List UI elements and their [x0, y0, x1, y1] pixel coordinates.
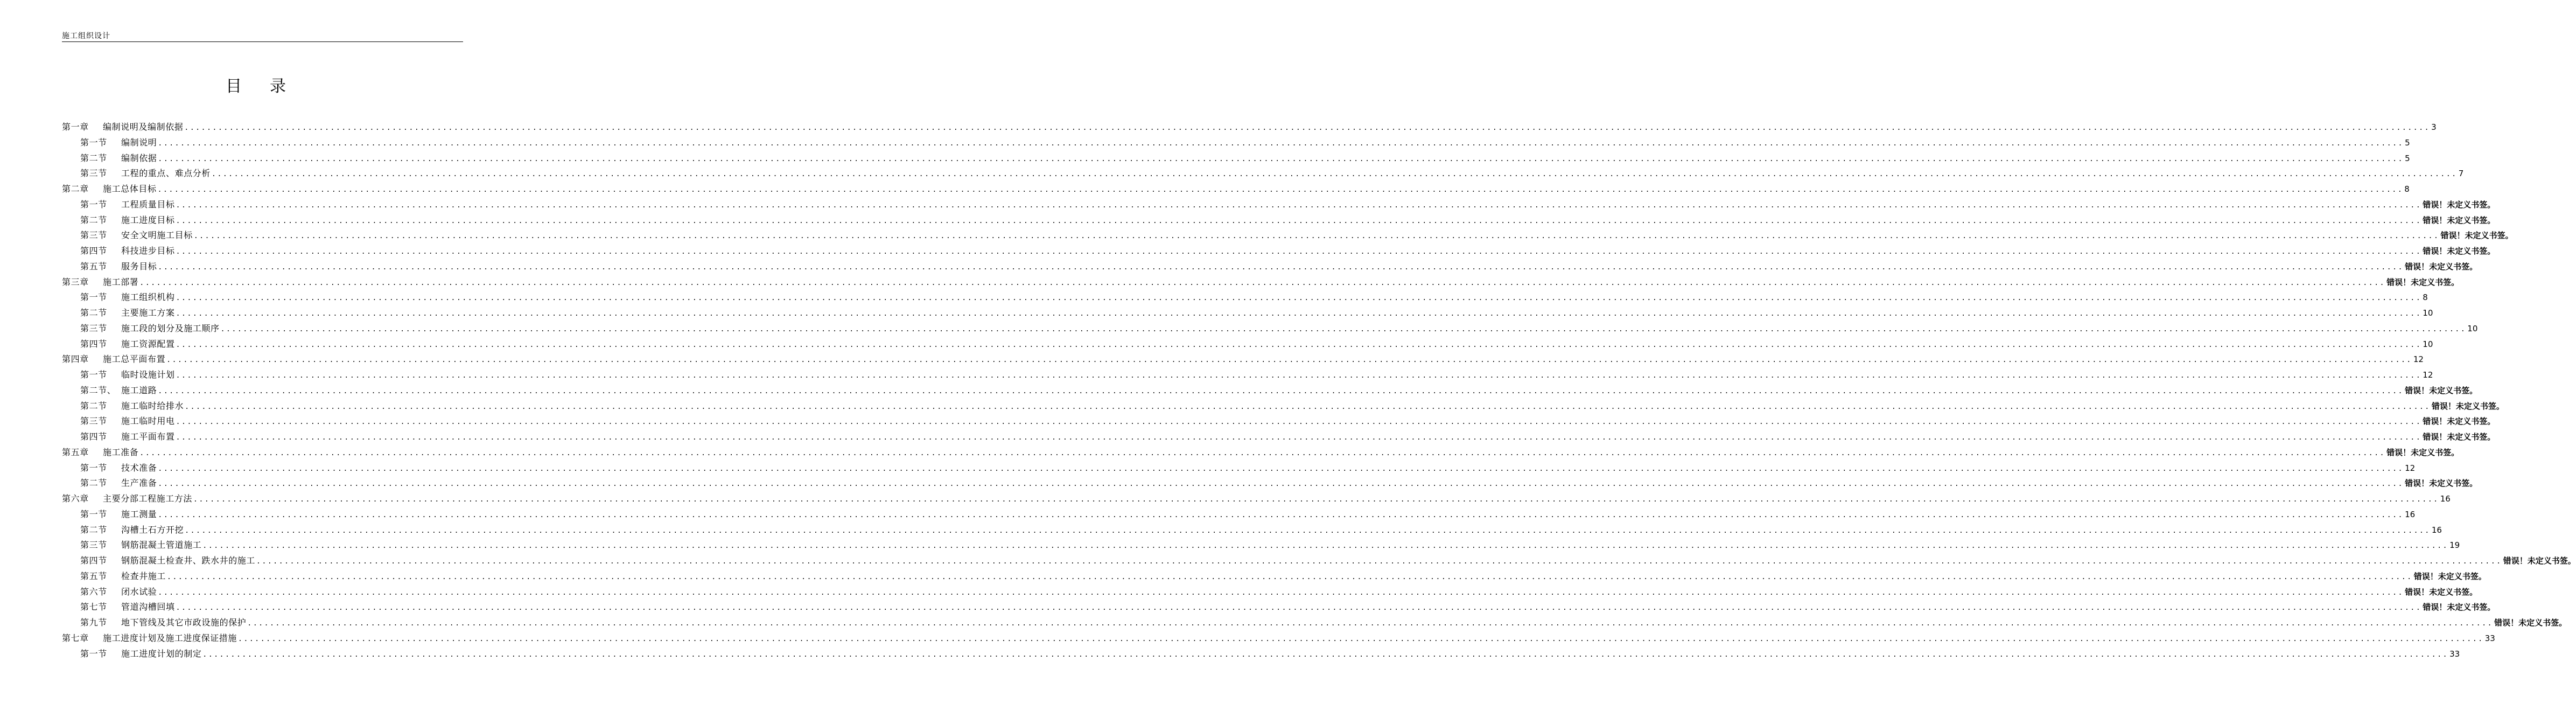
toc-dot-leader: ................................................................................................................................................................................................................................................................................................................................................................................................................	[176, 434, 2422, 442]
toc-page-number: 错误！未定义书签。	[2386, 447, 2460, 457]
toc-entry-number: 第一节	[80, 199, 107, 210]
toc-dot-leader: ................................................................................................................................................................................................................................................................................................................................................................................................................	[185, 526, 2431, 535]
toc-entry-text: 施工资源配置	[121, 338, 175, 349]
toc-entry-text: 编制说明及编制依据	[103, 122, 184, 132]
toc-page-number: 错误！未定义书签。	[2405, 261, 2478, 272]
toc-section-entry[interactable]	[62, 290, 2428, 305]
toc-page-number: 错误！未定义书签。	[2423, 416, 2496, 427]
toc-entry-number: 第二章	[62, 184, 89, 194]
toc-dot-leader: ................................................................................................................................................................................................................................................................................................................................................................................................................	[176, 418, 2422, 427]
toc-dot-leader: ................................................................................................................................................................................................................................................................................................................................................................................................................	[166, 356, 2412, 365]
toc-page-number: 19	[2449, 540, 2460, 551]
toc-section-entry[interactable]	[62, 553, 2576, 569]
toc-section-entry[interactable]	[62, 569, 2487, 584]
toc-page-number: 错误！未定义书签。	[2423, 602, 2496, 612]
toc-section-entry[interactable]	[62, 228, 2514, 243]
toc-entry-number: 第四章	[62, 354, 89, 365]
toc-section-entry[interactable]	[62, 399, 2504, 414]
toc-section-entry[interactable]	[62, 646, 2460, 662]
toc-dot-leader: ................................................................................................................................................................................................................................................................................................................................................................................................................	[247, 619, 2494, 628]
toc-entry-text: 安全文明施工目标	[121, 230, 193, 241]
toc-section-entry[interactable]	[62, 243, 2496, 259]
toc-entry-text: 地下管线及其它市政设施的保护	[121, 617, 247, 628]
toc-page-number: 错误！未定义书签。	[2423, 215, 2496, 225]
toc-entry-label	[80, 414, 175, 429]
toc-page-number: 16	[2405, 509, 2416, 519]
toc-entry-number: 第七章	[62, 632, 89, 643]
toc-dot-leader: ................................................................................................................................................................................................................................................................................................................................................................................................................	[158, 588, 2404, 597]
toc-dot-leader: ................................................................................................................................................................................................................................................................................................................................................................................................................	[176, 372, 2422, 380]
toc-entry-text: 工程的重点、难点分析	[121, 168, 211, 179]
toc-entry-text: 技术准备	[121, 462, 157, 473]
toc-entry-label	[80, 429, 175, 445]
toc-page-number: 错误！未定义书签。	[2413, 571, 2487, 581]
toc-dot-leader: ................................................................................................................................................................................................................................................................................................................................................................................................................	[139, 279, 2386, 287]
toc-chapter-entry[interactable]	[62, 275, 2460, 290]
toc-entry-text: 编制依据	[121, 152, 157, 163]
toc-entry-label	[80, 321, 220, 337]
toc-dot-leader: ................................................................................................................................................................................................................................................................................................................................................................................................................	[158, 155, 2404, 163]
toc-page-number: 7	[2458, 169, 2464, 179]
toc-entry-text: 钢筋混凝土检查井、跌水井的施工	[121, 555, 256, 566]
toc-page-number: 错误！未定义书签。	[2503, 556, 2576, 566]
toc-entry-number: 第四节	[80, 431, 107, 442]
toc-entry-number: 第五节	[80, 570, 107, 581]
toc-dot-leader: ................................................................................................................................................................................................................................................................................................................................................................................................................	[176, 340, 2422, 349]
toc-entry-label	[80, 290, 175, 305]
toc-page-number: 10	[2423, 308, 2433, 318]
toc-dot-leader: ................................................................................................................................................................................................................................................................................................................................................................................................................	[167, 573, 2413, 581]
toc-entry-number: 第二节	[80, 478, 107, 489]
toc-entry-label	[80, 615, 246, 631]
toc-entry-text: 编制说明	[121, 137, 157, 148]
toc-entry-text: 施工临时用电	[121, 416, 175, 427]
toc-dot-leader: ................................................................................................................................................................................................................................................................................................................................................................................................................	[176, 310, 2422, 318]
toc-entry-label	[80, 243, 175, 259]
toc-section-entry[interactable]	[62, 615, 2567, 631]
toc-entry-number: 第三节	[80, 323, 107, 333]
toc-entry-label	[62, 182, 157, 197]
toc-page-number: 33	[2449, 649, 2460, 659]
toc-section-entry[interactable]	[62, 523, 2442, 538]
toc-page-number: 错误！未定义书签。	[2423, 246, 2496, 256]
toc-entry-text: 临时设施计划	[121, 370, 175, 380]
toc-entry-label	[80, 337, 175, 352]
toc-page-number: 错误！未定义书签。	[2405, 385, 2478, 395]
toc-dot-leader: ................................................................................................................................................................................................................................................................................................................................................................................................................	[256, 558, 2502, 566]
toc-section-entry[interactable]	[62, 135, 2410, 151]
toc-entry-label	[62, 445, 138, 461]
toc-dot-leader: ................................................................................................................................................................................................................................................................................................................................................................................................................	[212, 170, 2458, 179]
toc-chapter-entry[interactable]	[62, 120, 2437, 135]
toc-entry-label	[80, 646, 201, 662]
toc-section-entry[interactable]	[62, 383, 2478, 399]
toc-entry-number: 第六章	[62, 493, 89, 504]
toc-dot-leader: ................................................................................................................................................................................................................................................................................................................................................................................................................	[158, 263, 2404, 272]
toc-section-entry[interactable]	[62, 538, 2460, 553]
toc-entry-label	[80, 305, 175, 321]
toc-section-entry[interactable]	[62, 166, 2464, 182]
toc-entry-number: 第一节	[80, 509, 107, 519]
toc-entry-number: 第一节	[80, 292, 107, 303]
toc-section-entry[interactable]	[62, 213, 2496, 228]
toc-entry-label	[80, 197, 175, 213]
toc-entry-text: 施工组织机构	[121, 292, 175, 303]
toc-entry-label	[80, 399, 184, 414]
toc-entry-label	[80, 151, 157, 166]
toc-entry-text: 施工总平面布置	[103, 354, 166, 365]
toc-entry-number: 第一节	[80, 370, 107, 380]
toc-section-entry[interactable]	[62, 305, 2433, 321]
toc-page-number: 12	[2413, 354, 2424, 365]
toc-dot-leader: ................................................................................................................................................................................................................................................................................................................................................................................................................	[193, 496, 2439, 504]
toc-entry-label	[62, 120, 183, 135]
toc-dot-leader: ................................................................................................................................................................................................................................................................................................................................................................................................................	[158, 464, 2404, 473]
toc-section-entry[interactable]	[62, 259, 2478, 275]
toc-entry-text: 钢筋混凝土管道施工	[121, 540, 202, 551]
toc-entry-label	[80, 259, 157, 275]
toc-entry-number: 第二节	[80, 214, 107, 225]
toc-page-number: 8	[2423, 293, 2428, 303]
toc-dot-leader: ................................................................................................................................................................................................................................................................................................................................................................................................................	[202, 650, 2449, 659]
toc-entry-text: 沟槽土石方开挖	[121, 524, 184, 535]
toc-page-number: 3	[2431, 122, 2437, 132]
toc-entry-text: 服务目标	[121, 261, 157, 272]
toc-chapter-entry[interactable]	[62, 491, 2451, 507]
toc-page-number: 12	[2423, 370, 2433, 380]
toc-entry-text: 闭水试验	[121, 586, 157, 597]
toc-entry-number: 第一章	[62, 122, 89, 132]
toc-entry-text: 主要施工方案	[121, 308, 175, 318]
toc-entry-text: 施工道路	[121, 385, 157, 395]
toc-entry-label	[80, 569, 166, 584]
toc-page-number: 12	[2405, 463, 2416, 473]
toc-section-entry[interactable]	[62, 600, 2496, 615]
toc-section-entry[interactable]	[62, 507, 2416, 523]
toc-chapter-entry[interactable]	[62, 182, 2410, 197]
toc-page-number: 10	[2467, 323, 2478, 333]
toc-entry-text: 施工段的划分及施工顺序	[121, 323, 220, 333]
toc-section-entry[interactable]	[62, 584, 2478, 600]
toc-section-entry[interactable]	[62, 337, 2433, 352]
toc-entry-label	[62, 491, 192, 507]
toc-section-entry[interactable]	[62, 367, 2433, 383]
toc-dot-leader: ................................................................................................................................................................................................................................................................................................................................................................................................................	[157, 186, 2404, 194]
toc-entry-text: 主要分部工程施工方法	[103, 493, 193, 504]
toc-entry-number: 第五节	[80, 261, 107, 272]
toc-entry-number: 第三节	[80, 230, 107, 241]
toc-dot-leader: ................................................................................................................................................................................................................................................................................................................................................................................................................	[193, 232, 2440, 241]
toc-entry-label	[62, 631, 237, 646]
toc-dot-leader: ................................................................................................................................................................................................................................................................................................................................................................................................................	[184, 124, 2431, 132]
toc-entry-number: 第二节	[80, 524, 107, 535]
toc-entry-label	[80, 584, 157, 600]
toc-entry-label	[80, 166, 211, 182]
running-header: 施工组织设计	[62, 32, 110, 40]
toc-section-entry[interactable]	[62, 197, 2496, 213]
toc-chapter-entry[interactable]	[62, 631, 2495, 646]
toc-dot-leader: ................................................................................................................................................................................................................................................................................................................................................................................................................	[176, 604, 2422, 612]
toc-page-number: 错误！未定义书签。	[2494, 618, 2567, 628]
toc-entry-text: 生产准备	[121, 478, 157, 489]
toc-title: 目录	[226, 77, 314, 96]
toc-entry-number: 第一节	[80, 462, 107, 473]
toc-entry-label	[80, 367, 175, 383]
toc-section-entry[interactable]	[62, 476, 2478, 491]
toc-section-entry[interactable]	[62, 321, 2478, 337]
toc-entry-label	[80, 135, 157, 151]
toc-page-number: 16	[2431, 525, 2442, 535]
toc-entry-number: 第三节	[80, 168, 107, 179]
toc-entry-text: 施工部署	[103, 276, 139, 287]
toc-dot-leader: ................................................................................................................................................................................................................................................................................................................................................................................................................	[158, 511, 2404, 519]
toc-entry-text: 施工总体目标	[103, 184, 157, 194]
toc-entry-text: 施工进度目标	[121, 214, 175, 225]
toc-entry-label	[62, 275, 138, 290]
toc-dot-leader: ................................................................................................................................................................................................................................................................................................................................................................................................................	[176, 217, 2422, 225]
toc-entry-text: 科技进步目标	[121, 246, 175, 256]
toc-entry-label	[80, 523, 184, 538]
toc-entry-text: 施工准备	[103, 447, 139, 457]
header-rule	[62, 41, 463, 42]
toc-entry-text: 施工进度计划的制定	[121, 648, 202, 659]
toc-dot-leader: ................................................................................................................................................................................................................................................................................................................................................................................................................	[176, 248, 2422, 256]
toc-entry-text: 施工进度计划及施工进度保证措施	[103, 632, 237, 643]
toc-entry-number: 第三节	[80, 416, 107, 427]
toc-page-number: 33	[2484, 633, 2495, 643]
toc-page-number: 5	[2405, 137, 2410, 148]
toc-page-number: 错误！未定义书签。	[2405, 587, 2478, 597]
toc-page-number: 5	[2405, 153, 2410, 163]
toc-entry-label	[80, 476, 157, 491]
toc-entry-text: 检查井施工	[121, 570, 166, 581]
toc-page-number: 16	[2440, 494, 2451, 504]
toc-entry-number: 第三节	[80, 540, 107, 551]
toc-entry-number: 第四节	[80, 338, 107, 349]
toc-entry-number: 第三章	[62, 276, 89, 287]
toc-dot-leader: ................................................................................................................................................................................................................................................................................................................................................................................................................	[158, 480, 2404, 489]
toc-chapter-entry[interactable]	[62, 352, 2424, 367]
table-of-contents	[62, 120, 2576, 662]
toc-entry-number: 第二节	[80, 152, 107, 163]
toc-dot-leader: ................................................................................................................................................................................................................................................................................................................................................................................................................	[176, 201, 2422, 210]
toc-entry-number: 第四节	[80, 246, 107, 256]
toc-section-entry[interactable]	[62, 414, 2496, 429]
toc-entry-label	[80, 538, 201, 553]
toc-entry-label	[80, 600, 175, 615]
toc-page-number: 错误！未定义书签。	[2423, 432, 2496, 442]
toc-dot-leader: ................................................................................................................................................................................................................................................................................................................................................................................................................	[139, 449, 2386, 457]
toc-dot-leader: ................................................................................................................................................................................................................................................................................................................................................................................................................	[185, 402, 2431, 411]
toc-section-entry[interactable]	[62, 151, 2410, 166]
toc-page-number: 错误！未定义书签。	[2405, 478, 2478, 489]
toc-entry-number: 第一节	[80, 648, 107, 659]
toc-entry-number: 第七节	[80, 602, 107, 612]
toc-dot-leader: ................................................................................................................................................................................................................................................................................................................................................................................................................	[238, 635, 2484, 643]
toc-entry-label	[80, 507, 157, 523]
toc-entry-number: 第六节	[80, 586, 107, 597]
toc-entry-text: 施工测量	[121, 509, 157, 519]
toc-entry-number: 第二节	[80, 400, 107, 411]
toc-entry-number: 第四节	[80, 555, 107, 566]
toc-entry-number: 第一节	[80, 137, 107, 148]
toc-entry-label	[62, 352, 165, 367]
toc-entry-number: 第二节、	[80, 385, 116, 395]
toc-entry-text: 管道沟槽回填	[121, 602, 175, 612]
toc-page-number: 错误！未定义书签。	[2386, 277, 2460, 287]
toc-entry-label	[80, 461, 157, 476]
toc-section-entry[interactable]	[62, 429, 2496, 445]
toc-page-number: 错误！未定义书签。	[2423, 199, 2496, 210]
toc-page-number: 错误！未定义书签。	[2431, 401, 2504, 411]
toc-entry-number: 第二节	[80, 308, 107, 318]
toc-page-number: 错误！未定义书签。	[2440, 231, 2514, 241]
toc-dot-leader: ................................................................................................................................................................................................................................................................................................................................................................................................................	[202, 542, 2449, 551]
toc-entry-text: 施工临时给排水	[121, 400, 184, 411]
toc-dot-leader: ................................................................................................................................................................................................................................................................................................................................................................................................................	[158, 139, 2404, 148]
toc-dot-leader: ................................................................................................................................................................................................................................................................................................................................................................................................................	[220, 325, 2467, 333]
toc-entry-label	[80, 213, 175, 228]
toc-entry-text: 工程质量目标	[121, 199, 175, 210]
toc-entry-label	[80, 383, 157, 399]
toc-entry-number: 第九节	[80, 617, 107, 628]
toc-entry-text: 施工平面布置	[121, 431, 175, 442]
toc-page-number: 8	[2404, 184, 2410, 194]
toc-page-number: 10	[2423, 339, 2433, 349]
toc-chapter-entry[interactable]	[62, 445, 2460, 461]
toc-section-entry[interactable]	[62, 461, 2416, 476]
toc-dot-leader: ................................................................................................................................................................................................................................................................................................................................................................................................................	[158, 387, 2404, 395]
toc-entry-label	[80, 228, 193, 243]
toc-entry-number: 第五章	[62, 447, 89, 457]
toc-entry-label	[80, 553, 255, 569]
toc-dot-leader: ................................................................................................................................................................................................................................................................................................................................................................................................................	[176, 294, 2422, 303]
